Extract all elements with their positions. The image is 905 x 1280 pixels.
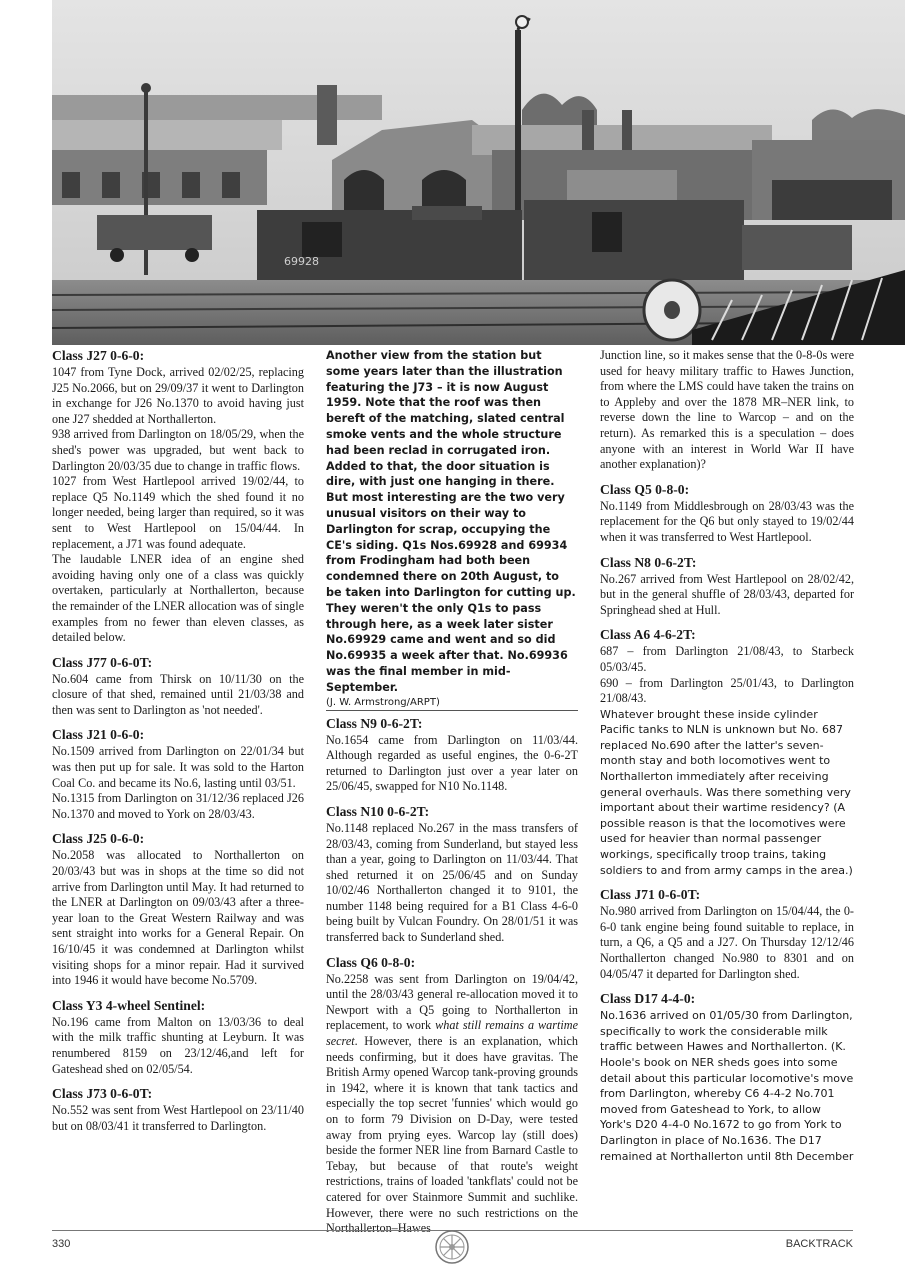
section-heading: Class N9 0-6-2T: <box>326 715 423 731</box>
section-text: No.267 arrived from West Hartlepool on 28/02/42, but in the general shuffle of 28/03/43, departed for Springhead shed at Hull. <box>600 571 854 617</box>
section-heading: Class A6 4-6-2T: <box>600 627 696 643</box>
section-d17 <box>600 991 854 1164</box>
section-j71 <box>600 887 854 982</box>
wheel-emblem-icon <box>434 1229 470 1265</box>
q6-continuation <box>600 348 854 473</box>
section-j77 <box>52 655 304 719</box>
section-heading: Class N8 0-6-2T: <box>600 554 697 570</box>
section-heading: Class D17 4-4-0: <box>600 991 696 1007</box>
section-heading: Class Q5 0-8-0: <box>600 481 690 497</box>
photo-illustration <box>52 0 905 345</box>
section-n8 <box>600 555 854 619</box>
section-text: No.552 was sent from West Hartlepool on 23/11/40 but on 08/03/41 it transferred to Darlington. <box>52 1103 304 1133</box>
column-2-sections <box>326 716 578 946</box>
section-text: 687 – from Darlington 21/08/43, to Starbeck 05/03/45. <box>600 644 854 674</box>
section-j73 <box>52 1086 304 1134</box>
section-text: Junction line, so it makes sense that the 0-8-0s were used for heavy military traffic to Hawes Junction, from where the LMS could have taken the trains on to Appleby and over the 1878 MR–NER link, to reverse down the line to Warcop – and on the return). As remarked this is a speculation – does anyone with an interest in World War II have another explanation)? <box>600 348 854 472</box>
section-text: No.1149 from Middlesbrough on 28/03/43 was the replacement for the Q6 but only stayed to 19/02/44 when it was transferred to West Hartlepool. <box>600 498 854 544</box>
q6-italic-text: what still remains a wartime secret <box>326 1018 578 1049</box>
section-note: Whatever brought these inside cylinder Pacific tanks to NLN is unknown but No. 687 replaced No.690 after the latter's seven-month stay and both locomotives went to Northallerton immediately after receiving general overhauls. Was there something very important about their wartime residency? (A possible reason is that the locomotives were used for heavier than normal passenger workings, specifically troop trains, taking soldiers to and from army camps in the area.) <box>600 707 853 877</box>
section-text: No.1636 arrived on 01/05/30 from Darlington, specifically to work the considerable milk traffic between Hawes and Northallerton. (K. Hoole's book on NER sheds goes into some detail about this particular locomotive's move from Darlington, whereby C6 4-4-2 No.701 moved from Gateshead to York, to allow York's D20 4-4-0 No.1672 to go from York to Darlington in place of No.1636. The D17 remained at Northallerton until 8th December <box>600 1009 854 1163</box>
section-text: No.604 came from Thirsk on 10/11/30 on the closure of that shed, remained until 21/03/38 and then was sent to Darlington as 'not needed'. <box>52 671 304 717</box>
section-n10 <box>326 804 578 946</box>
section-j27 <box>52 348 304 646</box>
section-q6 <box>326 955 578 1237</box>
section-text: 690 – from Darlington 25/01/43, to Darlington 21/08/43. <box>600 675 854 706</box>
magazine-name: BACKTRACK <box>785 1238 853 1250</box>
section-text: 938 arrived from Darlington on 18/05/29, when the shed's power was upgraded, but went back to Darlington 20/03/35 due to change in traffic flows. <box>52 427 304 473</box>
section-heading: Class J73 0-6-0T: <box>52 1086 153 1102</box>
section-heading: Class J27 0-6-0: <box>52 348 145 363</box>
section-n9 <box>326 716 578 795</box>
section-heading: Class J71 0-6-0T: <box>600 887 701 903</box>
photo-credit: (J. W. Armstrong/ARPT) <box>326 696 440 708</box>
photo-caption: Another view from the station but some years later than the illustration featuring the J73 – it is now August 1959. Note that the roof was then bereft of the matching, slated central smoke vents and the whole structure had been reclad in corrugated iron. Added to that, the door situation is dire, with just one hanging in there. But most interesting are the two very unusual visitors on their way to Darlington for scrap, occupying the CE's siding. Q1s Nos.69928 and 69934 from Frodingham had both been condemned there on 20th August, to be taken into Darlington for cutting up. They weren't the only Q1s to pass through here, as a week later sister No.69929 came and went and so did No.69935 a week after that. No.69936 was the final member in mid-September. <box>326 349 576 694</box>
section-text: 1027 from West Hartlepool arrived 19/02/44, to replace Q5 No.1149 which the shed found it no longer needed, being larger than required, so it was sent to West Hartlepool on 15/04/44. In replacement, a J71 was found adequate. <box>52 474 304 551</box>
section-q5 <box>600 482 854 546</box>
q6-text-end: . However, there is an explanation, which needs confirming, but it does have gravitas. The British Army opened Warcop tank-proving grounds in 1942, where it is known that tank tactics and especially the top secret 'funnies' which would go on to form 79 Division on D-Day, were tested away from prying eyes. Warcop lay (still does) beside the former NER line from Barnard Castle to Tebay, but because of that route's weight restrictions, trains of loaded 'tankflats' could not be catered for over Stainmore Summit and suchlike. However, there were no such restrictions on the Northallerton–Hawes <box>326 1034 578 1236</box>
column-3-sections <box>600 482 854 619</box>
section-y3 <box>52 998 304 1077</box>
section-text: No.1654 came from Darlington on 11/03/44. Although regarded as useful engines, the 0-6-2T returned to Darlington just over a year later on 25/06/45, swapped for N10 No.1148. <box>326 732 578 794</box>
section-text <box>326 972 578 1237</box>
section-text: The laudable LNER idea of an engine shed avoiding having only one of a class was quickly overtaken, particularly at Northallerton, because the remainder of the LNER allocation was of single examples from no fewer than eleven classes, as detailed below. <box>52 552 304 645</box>
section-j21 <box>52 727 304 822</box>
column-1 <box>52 348 304 1228</box>
column-2 <box>326 348 578 1236</box>
section-heading: Class J25 0-6-0: <box>52 831 145 847</box>
loco-number-plate: 69928 <box>284 255 319 268</box>
section-heading: Class Q6 0-8-0: <box>326 954 416 970</box>
section-heading: Class J77 0-6-0T: <box>52 654 153 670</box>
q6-text-start: No.2258 was sent from Darlington on 19/04/42, until the 28/03/43 general re-allocation moved it to Newport with a Q5 going to Northallerton in replacement, to work <box>326 971 578 1033</box>
section-text: No.1148 replaced No.267 in the mass transfers of 28/03/43, coming from Sunderland, but stayed less than a year, going to Darlington on 11/03/44. That shed returned it on 25/06/45 and on Sunday 10/02/46 Northallerton changed it to 9101, the number 1148 being required for a B1 Class 4-6-0 being built by Vulcan Foundry. On 28/01/51 it was transferred back to Sunderland shed. <box>326 820 578 945</box>
section-heading: Class N10 0-6-2T: <box>326 803 430 819</box>
column-3 <box>600 348 854 1228</box>
page-number: 330 <box>52 1238 71 1250</box>
section-text: No.1315 from Darlington on 31/12/36 replaced J26 No.1370 and moved to York on 28/03/43. <box>52 791 304 821</box>
section-j25 <box>52 831 304 988</box>
section-text: No.196 came from Malton on 13/03/36 to deal with the milk traffic shunting at Leyburn. It was renumbered 8159 on 23/12/46,and left for Gateshead shed on 02/05/54. <box>52 1014 304 1076</box>
section-text: No.980 arrived from Darlington on 15/04/44, the 0-6-0 tank engine being found suitable to replace, in turn, a Q6, a Q5 and a J27. On Thursday 12/12/46 Northallerton changed No.980 to 8301 and on 04/05/47 it departed for Darlington shed. <box>600 904 854 981</box>
section-heading: Class J21 0-6-0: <box>52 727 145 743</box>
section-text: 1047 from Tyne Dock, arrived 02/02/25, replacing J25 No.2066, but on 29/09/37 it went to Darlington in exchange for J26 No.1370 to avoid having just one J27 shedded at Northallerton. <box>52 365 304 426</box>
section-text: No.1509 arrived from Darlington on 22/01/34 but was then put up for sale. It was sold to the Harton Coal Co. and became its No.6, lasting until 03/51. <box>52 744 304 790</box>
section-a6 <box>600 627 854 878</box>
shed-photograph <box>52 0 905 345</box>
caption-divider <box>326 710 578 711</box>
section-heading: Class Y3 4-wheel Sentinel: <box>52 997 206 1013</box>
section-text: No.2058 was allocated to Northallerton on 20/03/43 but was in shops at the time so did not arrive from Darlington until May. It had returned to the LNER at Darlington on 09/03/43 after a three-year loan to the Great Western Railway and was sent straight into works for a General Repair. On 16/10/45 it was condemned at Darlington whilst visiting shops for a minor repair. Had it survived into 1946 it would have become No.5709. <box>52 848 304 988</box>
